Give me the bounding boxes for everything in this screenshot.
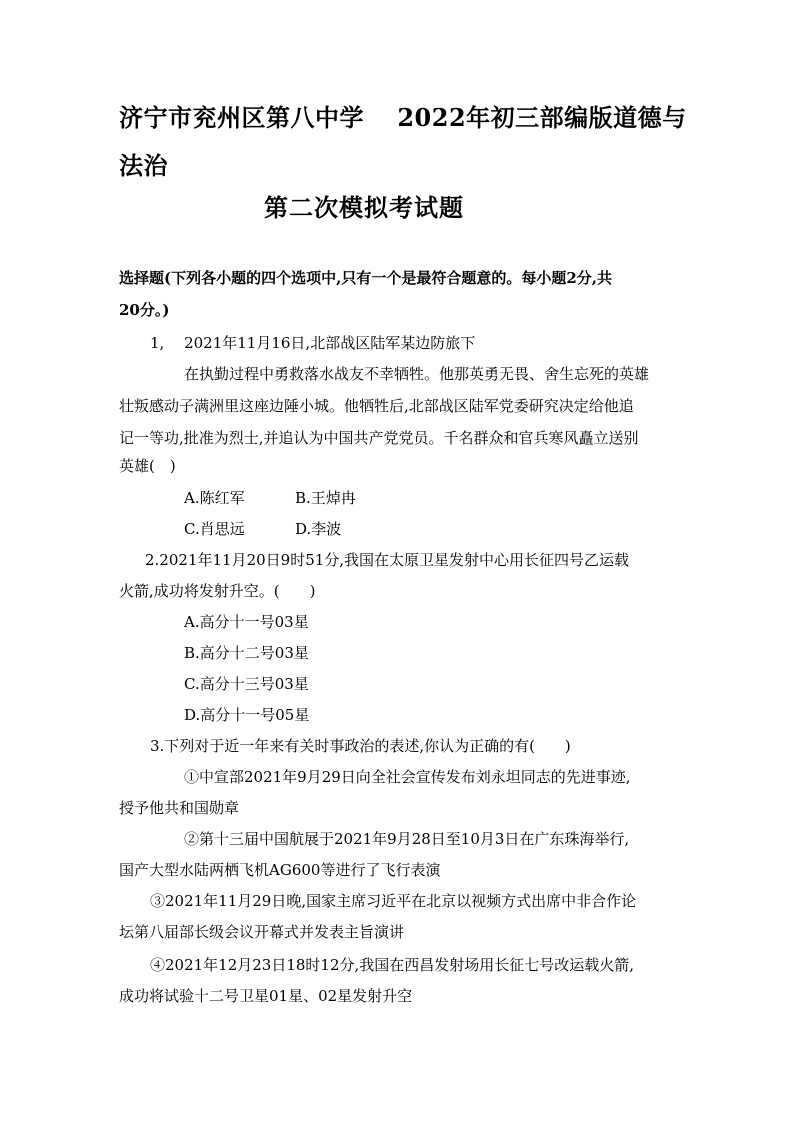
section-header-line-2: 20分。) [119, 301, 170, 319]
exam-subtitle: 第二次模拟考试题 [264, 193, 464, 222]
q1-option-b: B.王焯冉 [295, 489, 356, 507]
q1-stem-line-2: 在执勤过程中勇救落水战友不幸牺牲。他那英勇无畏、舍生忘死的英雄 [184, 365, 650, 383]
q1-option-d: D.李波 [295, 520, 342, 538]
q1-stem-line-5: 英雄( ) [119, 457, 176, 475]
exam-title-line-1: 济宁市兖州区第八中学 2022年初三部编版道德与 [119, 103, 687, 132]
q2-option-a: A.高分十一号03星 [184, 613, 309, 631]
q3-item-2-line-1: ②第十三届中国航展于2021年9月28日至10月3日在广东珠海举行, [184, 830, 630, 848]
q2-stem-line-2: 火箭,成功将发射升空。( ) [119, 582, 316, 600]
q1-option-a: A.陈红军 [184, 489, 245, 507]
q3-item-4-line-1: ④2021年12月23日18时12分,我国在西昌发射场用长征七号改运载火箭, [150, 956, 635, 974]
exam-title-line-2: 法治 [119, 151, 168, 180]
section-header-line-1: 选择题(下列各小题的四个选项中,只有一个是最符合题意的。每小题2分,共 [119, 269, 612, 287]
q3-item-3-line-2: 坛第八届部长级会议开幕式并发表主旨演讲 [119, 923, 405, 941]
q3-item-4-line-2: 成功将试验十二号卫星01星、02星发射升空 [119, 987, 413, 1005]
q3-item-1-line-2: 授予他共和国勋章 [119, 799, 240, 817]
q3-item-3-line-1: ③2021年11月29日晚,国家主席习近平在北京以视频方式出席中非合作论 [150, 892, 637, 910]
q3-stem: 3.下列对于近一年来有关时事政治的表述,你认为正确的有( ) [150, 737, 571, 755]
q1-option-c: C.肖思远 [184, 520, 245, 538]
q2-option-b: B.高分十二号03星 [184, 644, 309, 662]
q2-option-c: C.高分十三号03星 [184, 675, 309, 693]
q2-stem-line-1: 2.2021年11月20日9时51分,我国在太原卫星发射中心用长征四号乙运载 [145, 551, 630, 569]
q1-stem-line-3: 壮叛感动子满洲里这座边陲小城。他牺牲后,北部战区陆军党委研究决定给他追 [119, 397, 634, 415]
q3-item-2-line-2: 国产大型水陆两栖飞机AG600等进行了飞行表演 [119, 861, 441, 879]
q1-stem-line-1: 1, 2021年11月16日,北部战区陆军某边防旅下 [150, 334, 476, 352]
q1-stem-line-4: 记一等功,批准为烈士,并追认为中国共产党党员。千名群众和官兵寒风矗立送别 [119, 429, 639, 447]
q3-item-1-line-1: ①中宣部2021年9月29日向全社会宣传发布刘永坦同志的先进事迹, [184, 768, 631, 786]
q2-option-d: D.高分十一号05星 [184, 706, 310, 724]
